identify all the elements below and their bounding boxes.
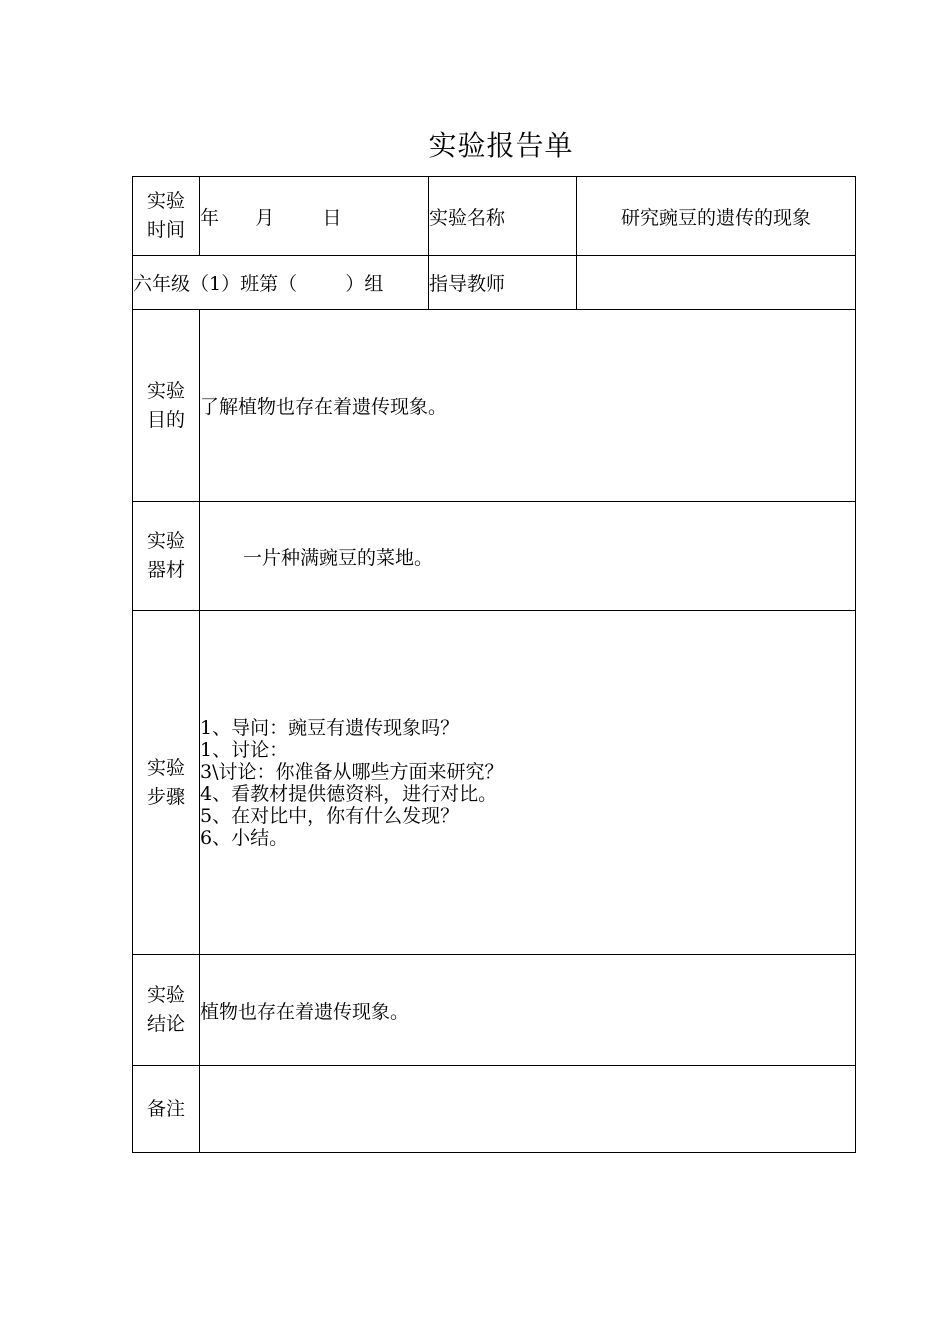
teacher-value[interactable] bbox=[577, 256, 856, 310]
row-time-name bbox=[133, 177, 856, 256]
remarks-text[interactable] bbox=[200, 1066, 856, 1153]
time-label: 实验 时间 bbox=[133, 177, 200, 256]
row-purpose bbox=[133, 310, 856, 502]
page-title: 实验报告单 bbox=[428, 129, 574, 162]
purpose-label: 实验 目的 bbox=[133, 310, 200, 502]
experiment-name-value[interactable]: 研究豌豆的遗传的现象 bbox=[577, 177, 856, 256]
row-steps bbox=[133, 611, 856, 955]
step-item: 5、在对比中，你有什么发现？ bbox=[200, 804, 460, 827]
step-item: 1、讨论： bbox=[200, 738, 289, 761]
experiment-name-label: 实验名称 bbox=[429, 177, 577, 256]
teacher-label: 指导教师 bbox=[429, 256, 577, 310]
row-remarks bbox=[133, 1066, 856, 1153]
materials-text[interactable]: 一片种满豌豆的菜地。 bbox=[200, 502, 856, 611]
materials-label: 实验 器材 bbox=[133, 502, 200, 611]
remarks-label: 备注 bbox=[133, 1066, 200, 1153]
step-item: 4、看教材提供德资料，进行对比。 bbox=[200, 782, 498, 805]
step-item: 6、小结。 bbox=[200, 826, 289, 849]
report-table bbox=[132, 176, 856, 1153]
purpose-text[interactable]: 了解植物也存在着遗传现象。 bbox=[200, 310, 856, 502]
class-group-field[interactable]: 六年级（1）班第（ ）组 bbox=[133, 256, 429, 310]
row-class-teacher bbox=[133, 256, 856, 310]
step-item: 1、导问：豌豆有遗传现象吗？ bbox=[200, 716, 460, 739]
row-materials bbox=[133, 502, 856, 611]
step-item: 3\讨论：你准备从哪些方面来研究？ bbox=[200, 760, 504, 783]
conclusion-text[interactable]: 植物也存在着遗传现象。 bbox=[200, 955, 856, 1066]
steps-label: 实验 步骤 bbox=[133, 611, 200, 955]
row-conclusion bbox=[133, 955, 856, 1066]
conclusion-label: 实验 结论 bbox=[133, 955, 200, 1066]
date-field[interactable]: 年 月 日 bbox=[200, 177, 429, 256]
steps-list[interactable] bbox=[200, 611, 856, 955]
